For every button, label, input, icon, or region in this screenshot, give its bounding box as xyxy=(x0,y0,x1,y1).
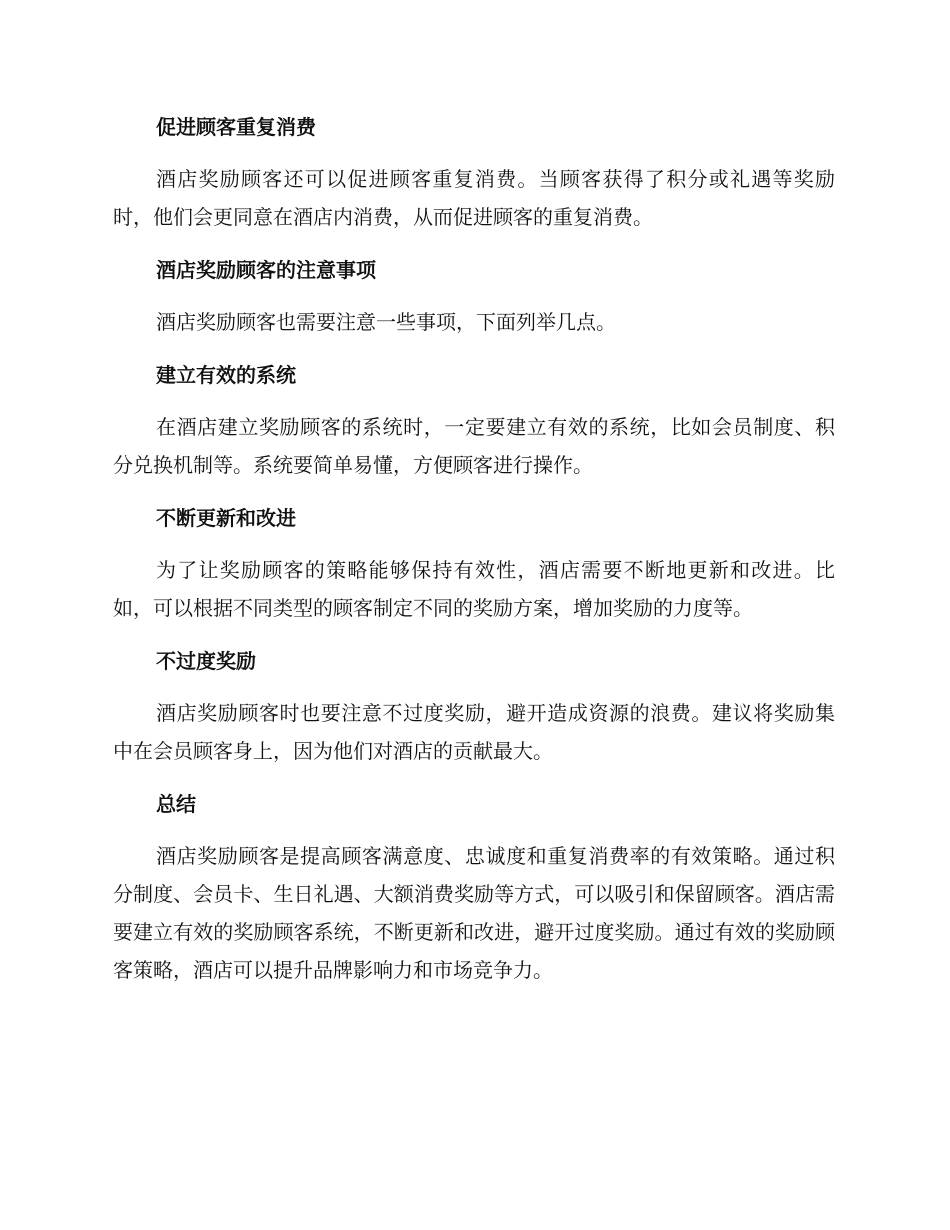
section-heading-repeat-consumption: 促进顾客重复消费 xyxy=(156,115,316,139)
document-body xyxy=(113,108,835,989)
section-heading-no-excessive-rewards: 不过度奖励 xyxy=(156,649,256,673)
section-paragraph-continuous-improvement: 为了让奖励顾客的策略能够保持有效性，酒店需要不断地更新和改进。比如，可以根据不同类型的顾客制定不同的奖励方案，增加奖励的力度等。 xyxy=(113,558,835,620)
section-heading-summary: 总结 xyxy=(156,792,196,816)
section-paragraph-precautions: 酒店奖励顾客也需要注意一些事项，下面列举几点。 xyxy=(156,310,616,334)
section-paragraph-effective-system: 在酒店建立奖励顾客的系统时，一定要建立有效的系统，比如会员制度、积分兑换机制等。系统要简单易懂，方便顾客进行操作。 xyxy=(113,415,835,477)
section-heading-continuous-improvement: 不断更新和改进 xyxy=(156,506,296,530)
section-paragraph-repeat-consumption: 酒店奖励顾客还可以促进顾客重复消费。当顾客获得了积分或礼遇等奖励时，他们会更同意在酒店内消费，从而促进顾客的重复消费。 xyxy=(113,167,835,229)
section-heading-precautions: 酒店奖励顾客的注意事项 xyxy=(156,258,376,282)
section-heading-effective-system: 建立有效的系统 xyxy=(156,363,296,387)
section-paragraph-summary: 酒店奖励顾客是提高顾客满意度、忠诚度和重复消费率的有效策略。通过积分制度、会员卡、生日礼遇、大额消费奖励等方式，可以吸引和保留顾客。酒店需要建立有效的奖励顾客系统，不断更新和改进，避开过度奖励。通过有效的奖励顾客策略，酒店可以提升品牌影响力和市场竞争力。 xyxy=(113,844,835,982)
section-paragraph-no-excessive-rewards: 酒店奖励顾客时也要注意不过度奖励，避开造成资源的浪费。建议将奖励集中在会员顾客身上，因为他们对酒店的贡献最大。 xyxy=(113,701,835,763)
